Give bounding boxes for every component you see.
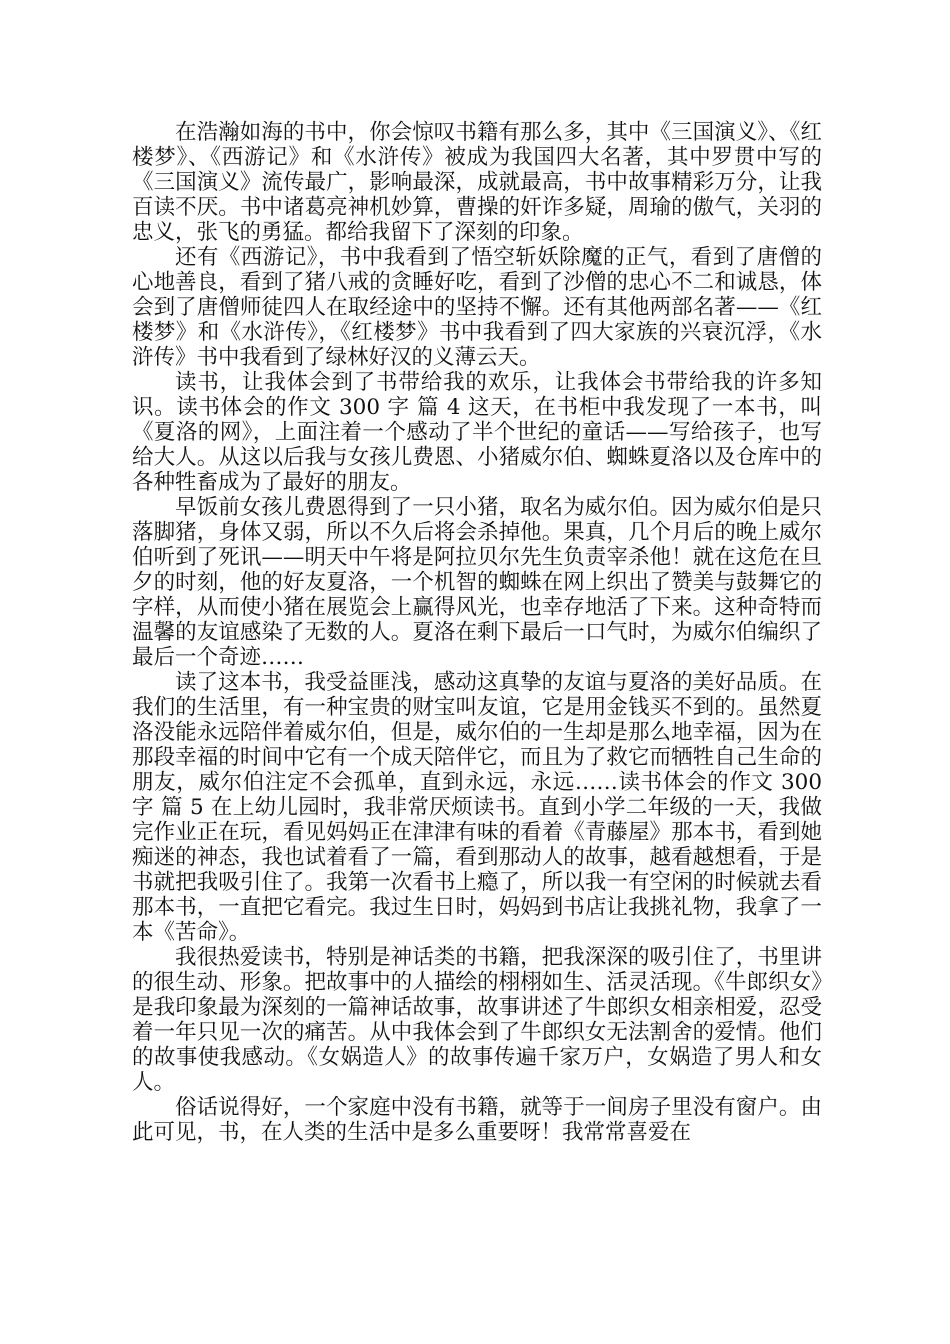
paragraph: 读了这本书，我受益匪浅，感动这真挚的友谊与夏洛的美好品质。在我们的生活里，有一种宝贵的财宝叫友谊，它是用金钱买不到的。虽然夏洛没能永远陪伴着威尔伯，但是，威尔伯的一生却是那么地幸福，因为在那段幸福的时间中它有一个成天陪伴它，而且为了救它而牺牲自己生命的朋友，威尔伯注定不会孤单，直到永远，永远……读书体会的作文 300 字 篇 5 在上幼儿园时，我非常厌烦读书。直到小学二年级的一天，我做完作业正在玩，看见妈妈正在津津有味的看着《青藤屋》那本书，看到她痴迷的神态，我也试着看了一篇，看到那动人的故事，越看越想看，于是书就把我吸引住了。我第一次看书上瘾了，所以我一有空闲的时候就去看那本书，一直把它看完。我过生日时，妈妈到书店让我挑礼物，我拿了一本《苦命》。 bbox=[132, 670, 822, 945]
paragraph: 俗话说得好，一个家庭中没有书籍，就等于一间房子里没有窗户。由此可见，书，在人类的生活中是多么重要呀！我常常喜爱在 bbox=[132, 1095, 822, 1145]
paragraph: 我很热爱读书，特别是神话类的书籍，把我深深的吸引住了，书里讲的很生动、形象。把故事中的人描绘的栩栩如生、活灵活现。《牛郎织女》是我印象最为深刻的一篇神话故事，故事讲述了牛郎织女相亲相爱，忍受着一年只见一次的痛苦。从中我体会到了牛郎织女无法割舍的爱情。他们的故事使我感动。《女娲造人》的故事传遍千家万户，女娲造了男人和女人。 bbox=[132, 945, 822, 1095]
paragraph: 在浩瀚如海的书中，你会惊叹书籍有那么多，其中《三国演义》、《红楼梦》、《西游记》和《水浒传》被成为我国四大名著，其中罗贯中写的《三国演义》流传最广，影响最深，成就最高，书中故事精彩万分，让我百读不厌。书中诸葛亮神机妙算，曹操的奸诈多疑，周瑜的傲气，关羽的忠义，张飞的勇猛。都给我留下了深刻的印象。 bbox=[132, 120, 822, 245]
paragraph: 读书，让我体会到了书带给我的欢乐，让我体会书带给我的许多知识。读书体会的作文 300 字 篇 4 这天，在书柜中我发现了一本书，叫《夏洛的网》，上面注着一个感动了半个世纪的童话——写给孩子，也写给大人。从这以后我与女孩儿费恩、小猪威尔伯、蜘蛛夏洛以及仓库中的各种牲畜成为了最好的朋友。 bbox=[132, 370, 822, 495]
paragraph: 还有《西游记》，书中我看到了悟空斩妖除魔的正气，看到了唐僧的心地善良，看到了猪八戒的贪睡好吃，看到了沙僧的忠心不二和诚恳，体会到了唐僧师徒四人在取经途中的坚持不懈。还有其他两部名著——《红楼梦》和《水浒传》，《红楼梦》书中我看到了四大家族的兴衰沉浮，《水浒传》书中我看到了绿林好汉的义薄云天。 bbox=[132, 245, 822, 370]
paragraph: 早饭前女孩儿费恩得到了一只小猪，取名为威尔伯。因为威尔伯是只落脚猪，身体又弱，所以不久后将会杀掉他。果真，几个月后的晚上威尔伯听到了死讯——明天中午将是阿拉贝尔先生负责宰杀他！就在这危在旦夕的时刻，他的好友夏洛，一个机智的蜘蛛在网上织出了赞美与鼓舞它的字样，从而使小猪在展览会上赢得风光，也幸存地活了下来。这种奇特而温馨的友谊感染了无数的人。夏洛在剩下最后一口气时，为威尔伯编织了最后一个奇迹…… bbox=[132, 495, 822, 670]
document-body bbox=[132, 120, 822, 1145]
